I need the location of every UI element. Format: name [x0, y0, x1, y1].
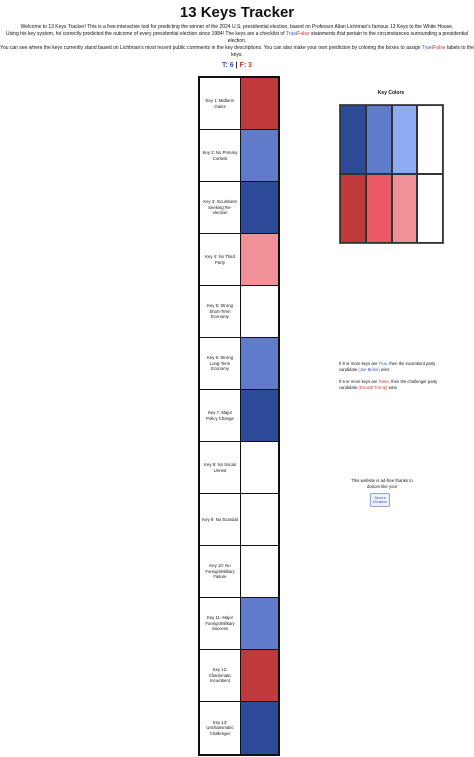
false-count-label: F:	[239, 62, 247, 69]
rule-false-word: False	[378, 379, 389, 384]
rule-false-c: wins	[387, 385, 397, 390]
key-row-1	[200, 78, 278, 130]
key-color-box-6[interactable]	[241, 338, 278, 389]
legend-swatch-4[interactable]	[417, 105, 443, 174]
color-legend	[339, 104, 444, 244]
key-row-2	[200, 130, 278, 182]
intro-text	[0, 24, 474, 59]
key-color-box-4[interactable]	[241, 234, 278, 285]
false-word: False	[297, 31, 310, 37]
key-color-box-8[interactable]	[241, 442, 278, 493]
rule-true-a: If 8 or more keys are	[339, 361, 379, 366]
intro-line-3	[0, 45, 474, 59]
key-row-9	[200, 494, 278, 546]
legend-swatch-3[interactable]	[392, 105, 418, 174]
key-color-box-11[interactable]	[241, 598, 278, 649]
key-row-12	[200, 650, 278, 702]
key-row-8	[200, 442, 278, 494]
true-count: 6	[229, 62, 234, 69]
key-label-10: Key 10: No Foreign/Military Failure	[200, 546, 241, 597]
true-count-label: T:	[221, 62, 228, 69]
key-label-5: Key 5: Strong Short-Term Economy	[200, 286, 241, 337]
rule-true-word: True	[378, 361, 387, 366]
key-row-10	[200, 546, 278, 598]
legend-swatch-2[interactable]	[366, 105, 392, 174]
key-label-7: Key 7: Major Policy Change	[200, 390, 241, 441]
intro-line-2-end: statements that pertain to the circumstances surrounding a presidential election.	[227, 31, 469, 44]
donate-button[interactable]: Send a Donation	[370, 493, 390, 507]
key-label-2: Key 2: No Primary Contest	[200, 130, 241, 181]
key-label-3: Key 3: Incumbent Seeking Re-election	[200, 182, 241, 233]
intro-line-3-end: labels to the keys.	[231, 45, 474, 58]
slash: /	[296, 31, 298, 37]
rule-true	[339, 361, 439, 373]
key-color-box-7[interactable]	[241, 390, 278, 441]
legend-title: Key Colors	[377, 90, 405, 96]
score-separator: |	[235, 62, 238, 69]
false-count: 3	[248, 62, 253, 69]
rule-true-name: (Joe Biden)	[358, 367, 380, 372]
rule-false-a: If 6 or more keys are	[339, 379, 379, 384]
key-label-6: Key 6: Strong Long-Term Economy	[200, 338, 241, 389]
key-color-box-12[interactable]	[241, 650, 278, 701]
intro-line-1: Welcome to 13 Keys Tracker! This is a free interactive tool for predicting the winner of the 2024 U.S. presidential election, based on Professor Allan Lichtman's famous 13 Keys to the White House.	[20, 24, 454, 30]
legend-swatch-7[interactable]	[392, 174, 418, 243]
true-word: True	[285, 31, 297, 37]
key-label-1: Key 1: Midterm Gains	[200, 78, 241, 129]
false-word-2: False	[433, 45, 446, 51]
key-row-7	[200, 390, 278, 442]
rule-true-c: wins	[379, 367, 390, 372]
intro-line-2-text: Using his key system, he correctly predicted the outcome of every presidential election since 1984! The keys are a checklist of	[5, 31, 286, 37]
legend-swatch-6[interactable]	[366, 174, 392, 243]
key-color-box-2[interactable]	[241, 130, 278, 181]
rules-text	[339, 361, 439, 397]
rule-false-b: , then the challenger party candidate	[339, 379, 438, 390]
key-color-box-5[interactable]	[241, 286, 278, 337]
key-row-6	[200, 338, 278, 390]
key-color-box-1[interactable]	[241, 78, 278, 129]
key-row-11	[200, 598, 278, 650]
key-label-4: Key 4: No Third Party	[200, 234, 241, 285]
key-label-11: Key 11: Major Foreign/Military Success	[200, 598, 241, 649]
key-row-13	[200, 702, 278, 754]
rule-true-b: , then the incumbent party candidate	[339, 361, 436, 372]
intro-line-3-text: You can see where the keys currently stand based on Lichtman's most recent public comments in the key descriptions. You can also make your own prediction by coloring the boxes to assign	[0, 45, 422, 51]
key-color-box-10[interactable]	[241, 546, 278, 597]
rule-false-name: (Donald Trump)	[358, 385, 388, 390]
key-label-8: Key 8: No Social Unrest	[200, 442, 241, 493]
key-label-12: Key 12: Charismatic Incumbent	[200, 650, 241, 701]
rule-false	[339, 379, 439, 391]
intro-line-2	[0, 31, 474, 45]
key-label-9: Key 9: No Scandal	[200, 494, 241, 545]
slash-2: /	[431, 45, 434, 51]
legend-swatch-1[interactable]	[340, 105, 366, 174]
legend-swatch-5[interactable]	[340, 174, 366, 243]
key-color-box-3[interactable]	[241, 182, 278, 233]
keys-grid	[198, 76, 280, 756]
true-word-2: True	[421, 45, 432, 51]
key-row-3	[200, 182, 278, 234]
key-color-box-9[interactable]	[241, 494, 278, 545]
legend-swatch-8[interactable]	[417, 174, 443, 243]
score-counter	[0, 62, 474, 69]
key-label-13: Key 13: Uncharismatic Challenger	[200, 702, 241, 754]
key-color-box-13[interactable]	[241, 702, 278, 754]
page-title: 13 Keys Tracker	[179, 4, 295, 21]
key-row-5	[200, 286, 278, 338]
key-row-4	[200, 234, 278, 286]
donate-message: This website is ad-free thanks to donors like you!	[351, 478, 413, 489]
